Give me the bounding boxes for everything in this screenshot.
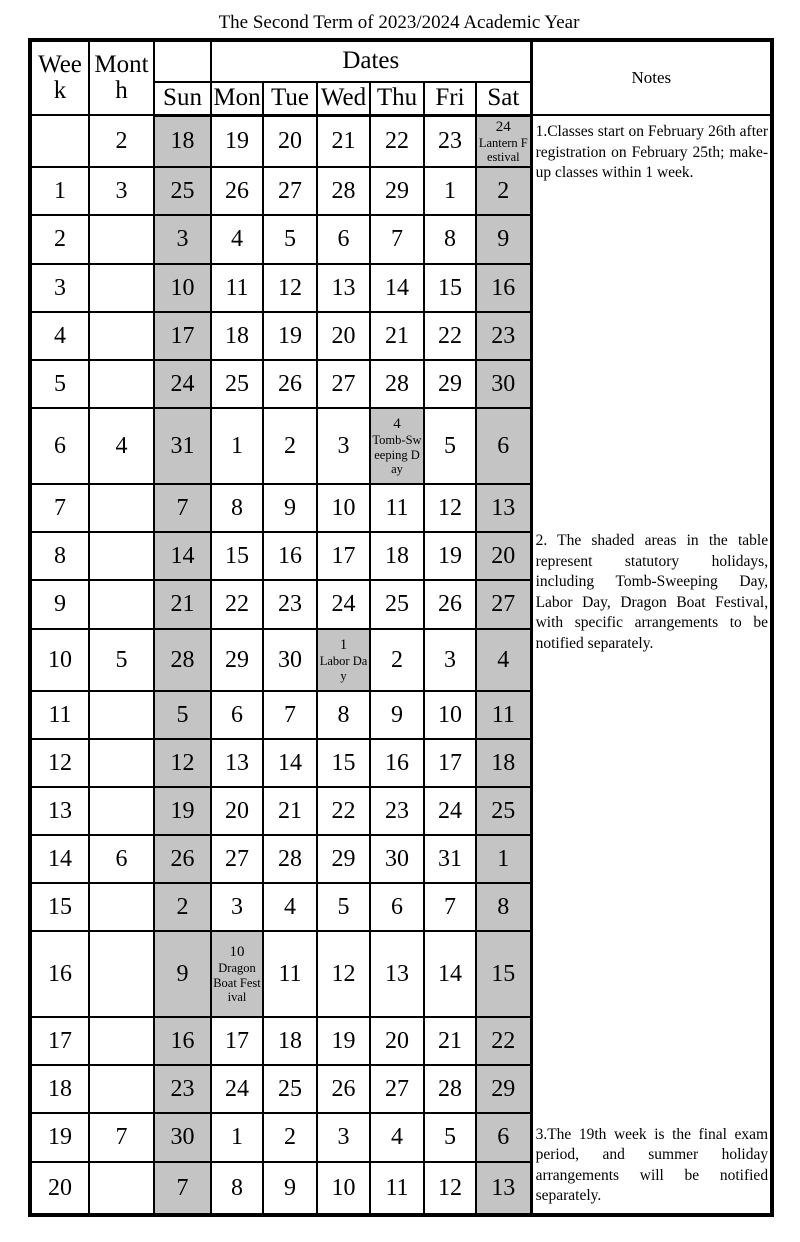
day-cell: 27 (263, 167, 317, 215)
month-number-cell (89, 883, 154, 931)
day-cell: 11 (370, 1162, 424, 1215)
day-cell: 1 (211, 408, 263, 484)
day-cell: 16 (154, 1017, 211, 1065)
day-cell: 13 (476, 1162, 531, 1215)
notes-container (533, 116, 771, 1210)
month-number-cell (89, 787, 154, 835)
holiday-name: Dragon Boat Festival (213, 960, 261, 1005)
day-cell: 30 (476, 360, 531, 408)
day-cell: 5 (263, 215, 317, 264)
day-cell: 3 (317, 1113, 370, 1162)
day-cell: 9 (476, 215, 531, 264)
day-cell: 3 (317, 408, 370, 484)
day-cell: 22 (424, 312, 476, 360)
month-number-cell (89, 1017, 154, 1065)
day-cell: 20 (370, 1017, 424, 1065)
academic-calendar-table (28, 38, 774, 1217)
week-number-cell: 1 (30, 167, 89, 215)
day-cell: 4 (211, 215, 263, 264)
day-cell: 3 (154, 215, 211, 264)
day-cell: 6 (211, 691, 263, 739)
header-day-sat: Sat (476, 82, 531, 115)
day-cell: 21 (154, 580, 211, 629)
day-cell: 10 (154, 264, 211, 312)
day-cell: 13 (211, 739, 263, 787)
day-cell: 5 (424, 408, 476, 484)
day-cell: 17 (211, 1017, 263, 1065)
holiday-name: Lantern Festival (478, 135, 528, 165)
day-cell: 15 (211, 532, 263, 580)
header-row-1 (30, 40, 772, 82)
holiday-date: 4 (393, 415, 401, 432)
header-dates: Dates (211, 40, 531, 82)
day-cell: 8 (476, 883, 531, 931)
day-cell: 21 (424, 1017, 476, 1065)
day-cell: 20 (263, 115, 317, 167)
note-2: 2. The shaded areas in the table represent statutory holidays, including Tomb-Sweeping Day, Labor Day, Dragon Boat Festival, with specific arrangements to be notified separately. (535, 532, 769, 653)
day-cell: 31 (154, 408, 211, 484)
day-cell: 16 (370, 739, 424, 787)
day-cell: 18 (154, 115, 211, 167)
day-cell: 9 (263, 1162, 317, 1215)
notes-cell (531, 115, 772, 1215)
note-3: 3.The 19th week is the final exam period, and summer holiday arrangements will be notified separately. (535, 1125, 769, 1205)
day-cell: 7 (424, 883, 476, 931)
month-number-cell: 3 (89, 167, 154, 215)
day-cell: 19 (211, 115, 263, 167)
month-number-cell (89, 312, 154, 360)
week-number-cell: 17 (30, 1017, 89, 1065)
day-cell: 5 (424, 1113, 476, 1162)
day-cell: 2 (154, 883, 211, 931)
calendar-row (30, 115, 772, 167)
day-cell: 12 (317, 931, 370, 1017)
day-cell: 29 (424, 360, 476, 408)
header-day-wed: Wed (317, 82, 370, 115)
week-number-cell: 8 (30, 532, 89, 580)
week-number-cell: 5 (30, 360, 89, 408)
day-cell: 9 (370, 691, 424, 739)
day-cell: 16 (263, 532, 317, 580)
week-number-cell (30, 115, 89, 167)
day-cell: 12 (424, 1162, 476, 1215)
day-cell: 6 (370, 883, 424, 931)
day-cell: 10 (424, 691, 476, 739)
day-cell: 4 (263, 883, 317, 931)
day-cell: 11 (211, 264, 263, 312)
week-number-cell: 20 (30, 1162, 89, 1215)
day-cell: 15 (476, 931, 531, 1017)
week-number-cell: 3 (30, 264, 89, 312)
day-cell: 1 (211, 1113, 263, 1162)
day-cell: 14 (154, 532, 211, 580)
day-cell: 18 (476, 739, 531, 787)
day-cell: 23 (154, 1065, 211, 1113)
day-cell: 3 (424, 629, 476, 691)
day-cell: 18 (370, 532, 424, 580)
day-cell: 31 (424, 835, 476, 883)
header-day-sun: Sun (154, 82, 211, 115)
week-number-cell: 12 (30, 739, 89, 787)
day-cell: 12 (154, 739, 211, 787)
day-cell: 26 (263, 360, 317, 408)
day-cell: 28 (424, 1065, 476, 1113)
day-cell: 19 (317, 1017, 370, 1065)
day-cell: 27 (317, 360, 370, 408)
month-number-cell (89, 532, 154, 580)
day-cell: 23 (476, 312, 531, 360)
holiday-cell (211, 931, 263, 1017)
month-number-cell: 4 (89, 408, 154, 484)
week-number-cell: 4 (30, 312, 89, 360)
day-cell: 3 (211, 883, 263, 931)
day-cell: 10 (317, 484, 370, 532)
day-cell: 25 (476, 787, 531, 835)
day-cell: 16 (476, 264, 531, 312)
day-cell: 23 (263, 580, 317, 629)
day-cell: 13 (476, 484, 531, 532)
week-number-cell: 14 (30, 835, 89, 883)
day-cell: 30 (370, 835, 424, 883)
day-cell: 28 (370, 360, 424, 408)
day-cell: 12 (424, 484, 476, 532)
day-cell: 13 (370, 931, 424, 1017)
day-cell: 5 (154, 691, 211, 739)
day-cell: 8 (211, 484, 263, 532)
month-number-cell: 5 (89, 629, 154, 691)
day-cell: 13 (317, 264, 370, 312)
day-cell: 19 (154, 787, 211, 835)
week-number-cell: 10 (30, 629, 89, 691)
day-cell: 7 (154, 1162, 211, 1215)
day-cell: 30 (154, 1113, 211, 1162)
week-number-cell: 9 (30, 580, 89, 629)
day-cell: 28 (263, 835, 317, 883)
month-number-cell (89, 580, 154, 629)
week-number-cell: 6 (30, 408, 89, 484)
day-cell: 29 (317, 835, 370, 883)
day-cell: 30 (263, 629, 317, 691)
day-cell: 1 (424, 167, 476, 215)
day-cell: 1 (476, 835, 531, 883)
day-cell: 9 (154, 931, 211, 1017)
header-day-tue: Tue (263, 82, 317, 115)
day-cell: 28 (317, 167, 370, 215)
week-number-cell: 19 (30, 1113, 89, 1162)
day-cell: 8 (424, 215, 476, 264)
week-number-cell: 15 (30, 883, 89, 931)
day-cell: 18 (263, 1017, 317, 1065)
day-cell: 22 (370, 115, 424, 167)
holiday-date: 10 (229, 943, 245, 960)
week-number-cell: 18 (30, 1065, 89, 1113)
day-cell: 2 (263, 1113, 317, 1162)
day-cell: 17 (424, 739, 476, 787)
day-cell: 7 (154, 484, 211, 532)
day-cell: 8 (211, 1162, 263, 1215)
day-cell: 22 (317, 787, 370, 835)
day-cell: 24 (211, 1065, 263, 1113)
day-cell: 23 (424, 115, 476, 167)
holiday-cell (476, 115, 531, 167)
holiday-date: 1 (339, 637, 348, 654)
day-cell: 14 (263, 739, 317, 787)
day-cell: 22 (211, 580, 263, 629)
day-cell: 11 (263, 931, 317, 1017)
day-cell: 8 (317, 691, 370, 739)
day-cell: 24 (154, 360, 211, 408)
day-cell: 27 (211, 835, 263, 883)
day-cell: 26 (317, 1065, 370, 1113)
week-number-cell: 11 (30, 691, 89, 739)
day-cell: 7 (370, 215, 424, 264)
day-cell: 17 (317, 532, 370, 580)
holiday-date: 24 (495, 118, 511, 135)
day-cell: 22 (476, 1017, 531, 1065)
day-cell: 17 (154, 312, 211, 360)
day-cell: 2 (476, 167, 531, 215)
day-cell: 20 (211, 787, 263, 835)
day-cell: 20 (476, 532, 531, 580)
day-cell: 29 (370, 167, 424, 215)
week-number-cell: 2 (30, 215, 89, 264)
day-cell: 27 (370, 1065, 424, 1113)
holiday-cell (317, 629, 370, 691)
note-1: 1.Classes start on February 26th after registration on February 25th; make-up classes within 1 week. (535, 123, 769, 182)
day-cell: 29 (476, 1065, 531, 1113)
day-cell: 14 (424, 931, 476, 1017)
day-cell: 19 (424, 532, 476, 580)
day-cell: 25 (154, 167, 211, 215)
day-cell: 15 (424, 264, 476, 312)
day-cell: 19 (263, 312, 317, 360)
month-number-cell (89, 264, 154, 312)
day-cell: 24 (424, 787, 476, 835)
day-cell: 21 (370, 312, 424, 360)
day-cell: 26 (211, 167, 263, 215)
day-cell: 21 (263, 787, 317, 835)
day-cell: 26 (154, 835, 211, 883)
week-number-cell: 13 (30, 787, 89, 835)
holiday-name: Tomb-Sweeping Day (372, 432, 422, 477)
month-number-cell (89, 484, 154, 532)
day-cell: 25 (263, 1065, 317, 1113)
header-day-mon: Mon (211, 82, 263, 115)
day-cell: 24 (317, 580, 370, 629)
header-day-thu: Thu (370, 82, 424, 115)
holiday-name: Labor Day (319, 654, 368, 683)
day-cell: 6 (476, 408, 531, 484)
week-number-cell: 7 (30, 484, 89, 532)
week-number-cell: 16 (30, 931, 89, 1017)
day-cell: 18 (211, 312, 263, 360)
day-cell: 27 (476, 580, 531, 629)
day-cell: 29 (211, 629, 263, 691)
day-cell: 9 (263, 484, 317, 532)
day-cell: 5 (317, 883, 370, 931)
day-cell: 28 (154, 629, 211, 691)
month-number-cell (89, 691, 154, 739)
month-number-cell (89, 931, 154, 1017)
month-number-cell (89, 360, 154, 408)
holiday-cell (370, 408, 424, 484)
month-number-cell: 2 (89, 115, 154, 167)
day-cell: 4 (476, 629, 531, 691)
day-cell: 20 (317, 312, 370, 360)
day-cell: 2 (370, 629, 424, 691)
page-title: The Second Term of 2023/2024 Academic Year (218, 12, 580, 33)
day-cell: 11 (476, 691, 531, 739)
header-week: Week (30, 40, 89, 115)
day-cell: 11 (370, 484, 424, 532)
header-empty-cell (154, 40, 211, 82)
month-number-cell (89, 739, 154, 787)
day-cell: 23 (370, 787, 424, 835)
month-number-cell: 7 (89, 1113, 154, 1162)
day-cell: 6 (476, 1113, 531, 1162)
day-cell: 7 (263, 691, 317, 739)
month-number-cell: 6 (89, 835, 154, 883)
day-cell: 25 (211, 360, 263, 408)
day-cell: 4 (370, 1113, 424, 1162)
day-cell: 12 (263, 264, 317, 312)
day-cell: 14 (370, 264, 424, 312)
month-number-cell (89, 1065, 154, 1113)
header-day-fri: Fri (424, 82, 476, 115)
month-number-cell (89, 1162, 154, 1215)
header-month: Month (89, 40, 154, 115)
day-cell: 15 (317, 739, 370, 787)
day-cell: 21 (317, 115, 370, 167)
day-cell: 2 (263, 408, 317, 484)
day-cell: 10 (317, 1162, 370, 1215)
month-number-cell (89, 215, 154, 264)
header-notes: Notes (531, 40, 772, 115)
day-cell: 26 (424, 580, 476, 629)
day-cell: 6 (317, 215, 370, 264)
day-cell: 25 (370, 580, 424, 629)
